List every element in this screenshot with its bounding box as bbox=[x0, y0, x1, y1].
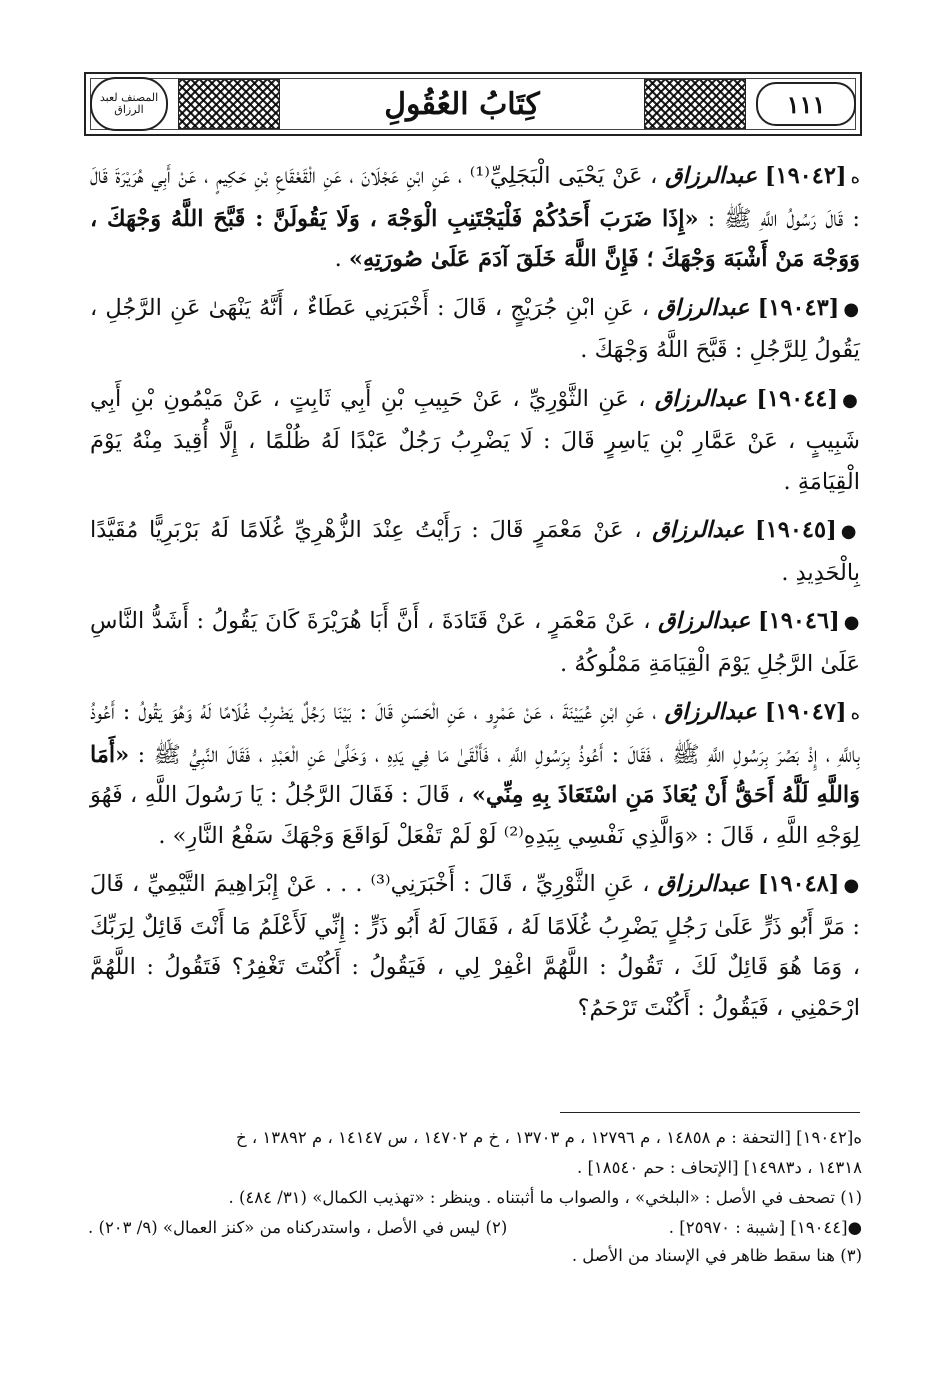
hadith-text: «أَمَا وَاللَّهِ لَلَّهُ أَحَقُّ أَنْ يُعَاذَ مَنِ اسْتَعَاذَ بِهِ مِنِّي» bbox=[90, 741, 860, 808]
entry-marker: ● bbox=[842, 389, 860, 411]
page-header bbox=[84, 72, 862, 136]
footnote-ref: ه[١٩٠٤٢] [التحفة : م ١٤٨٥٨ ، م ١٢٧٩٦ ، م ١٣٧٠٣ ، خ م ١٤٧٠٢ ، س ١٤١٤٧ ، م ١٣٨٩٢ ، خ bbox=[235, 1128, 862, 1147]
entry-number: [١٩٠٤٢] bbox=[764, 163, 847, 189]
entry-number: [١٩٠٤٦] bbox=[758, 608, 840, 634]
entry-author: عبدالرزاق bbox=[658, 608, 751, 634]
hadith-entry bbox=[90, 601, 860, 684]
entry-number: [١٩٠٤٥] bbox=[755, 517, 837, 543]
footnotes bbox=[88, 1124, 862, 1272]
entry-number: [١٩٠٤٧] bbox=[764, 699, 847, 725]
entry-marker: ● bbox=[843, 612, 860, 633]
entry-author: عبدالرزاق bbox=[657, 294, 750, 321]
entry-author: عبدالرزاق bbox=[664, 699, 757, 725]
entry-author: عبدالرزاق bbox=[652, 517, 745, 543]
chapter-title: كِتَابُ العُقُولِ bbox=[384, 86, 540, 122]
entry-text: ، عَنْ مَعْمَرٍ قَالَ : رَأَيْتُ عِنْدَ الزُّهْرِيِّ غُلَامًا لَهُ بَرْبَرِيًّا مُقَيَّدًا بِالْحَدِيدِ . bbox=[90, 517, 860, 586]
entry-number: [١٩٠٤٨] bbox=[757, 871, 840, 897]
footnote-ref: ●[١٩٠٤٤] [شيبة : ٢٥٩٧٠] . bbox=[668, 1218, 862, 1237]
entry-marker: ● bbox=[840, 521, 860, 542]
entry-number: [١٩٠٤٣] bbox=[757, 294, 840, 321]
hadith-entry bbox=[90, 379, 860, 503]
publisher-seal bbox=[90, 77, 168, 131]
footnote-3: (٣) هنا سقط ظاهر في الإسناد من الأصل . bbox=[571, 1246, 862, 1265]
seal-text: المصنف لعبد الرزاق bbox=[99, 91, 159, 116]
entry-text: ، عَنِ الثَّوْرِيِّ ، عَنْ حَبِيبِ بْنِ أَبِي ثَابِتٍ ، عَنْ مَيْمُونِ بْنِ أَبِي شَبِيبٍ ، عَنْ عَمَّارِ بْنِ يَاسِرٍ قَالَ : لَا يَضْرِبُ رَجُلٌ عَبْدًا لَهُ ظُلْمًا ، إِلَّا أُقِيدَ مِنْهُ يَوْمَ الْقِيَامَةِ . bbox=[90, 385, 860, 495]
footnote-ref: ١٤٣١٨ ، د١٤٩٨٣] [الإتحاف : حم ١٨٥٤٠] . bbox=[576, 1158, 862, 1177]
entry-text-after: ، قَالَ : فَقَالَ الرَّجُلُ : يَا رَسُولَ اللَّهِ ، فَهُوَ لِوَجْهِ اللَّهِ ، قَالَ : «وَالَّذِي نَفْسِي بِيَدِهِ⁽²⁾ لَوْ لَمْ تَفْعَلْ لَوَاقَعَ وَجْهَكَ سَفْعُ النَّارِ» . bbox=[90, 782, 860, 849]
entry-author: عبدالرزاق bbox=[665, 163, 758, 189]
ornament-left bbox=[178, 79, 280, 129]
hadith-entry bbox=[90, 864, 860, 1028]
entry-text: ، عَنِ الثَّوْرِيِّ ، قَالَ : أَخْبَرَنِي⁽³⁾ . . . عَنْ إِبْرَاهِيمَ التَّيْمِيِّ ، قَالَ : مَرَّ أَبُو ذَرٍّ عَلَىٰ رَجُلٍ يَضْرِبُ غُلَامًا لَهُ ، فَقَالَ لَهُ أَبُو ذَرٍّ : إِنِّي لَأَعْلَمُ مَا أَنْتَ قَائِلٌ لِرَبِّكَ ، وَمَا هُوَ قَائِلٌ لَكَ ، تَقُولُ : اللَّهُمَّ اغْفِرْ لِي ، فَيَقُولُ : أَكُنْتَ تَغْفِرُ؟ فَتَقُولُ : اللَّهُمَّ ارْحَمْنِي ، فَيَقُولُ : أَكُنْتَ تَرْحَمُ؟ bbox=[90, 871, 860, 1021]
entry-text: ، عَنْ يَحْيَى الْبَجَلِيِّ⁽¹⁾ ، عَنِ ابْنِ عَجْلَانَ ، عَنِ الْقَعْقَاعِ بْنِ حَكِيمٍ ، عَنْ أَبِي هُرَيْرَةَ قَالَ : قَالَ رَسُولُ اللَّهِ ﷺ : bbox=[90, 163, 860, 232]
ornament-right bbox=[644, 79, 746, 129]
hadith-entry bbox=[90, 510, 860, 593]
entry-text: ، عَنْ مَعْمَرٍ ، عَنْ قَتَادَةَ ، أَنَّ أَبَا هُرَيْرَةَ كَانَ يَقُولُ : أَشَدُّ النَّاسِ عَلَىٰ الرَّجُلِ يَوْمَ الْقِيَامَةِ مَمْلُوكُهُ . bbox=[90, 608, 860, 677]
hadith-text: «إِذَا ضَرَبَ أَحَدُكُمْ فَلْيَجْتَنِبِ الْوَجْهَ ، وَلَا يَقُولَنَّ : قَبَّحَ اللَّهُ وَجْهَكَ ، وَوَجْهَ مَنْ أَشْبَهَ وَجْهَكَ ؛ فَإِنَّ اللَّهَ خَلَقَ آدَمَ عَلَىٰ صُورَتِهِ» bbox=[90, 205, 860, 272]
footnote-2: (٢) ليس في الأصل ، واستدركناه من «كنز العمال» (٩/ ٢٠٣) . bbox=[88, 1218, 508, 1237]
footnote-divider bbox=[560, 1112, 860, 1113]
main-text bbox=[90, 156, 860, 1036]
entry-text: ، عَنِ ابْنِ عُيَيْنَةَ ، عَنْ عَمْرٍو ، عَنِ الْحَسَنِ قَالَ : بَيْنَا رَجُلٌ يَضْرِبُ غُلَامًا لَهُ وَهُوَ يَقُولُ : أَعُوذُ بِاللَّهِ ، إِذْ بَصُرَ بِرَسُولِ اللَّهِ ﷺ ، فَقَالَ : أَعُوذُ بِرَسُولِ اللَّهِ ، فَأَلْقَىٰ مَا فِي يَدِهِ ، وَخَلَّىٰ عَنِ الْعَبْدِ ، فَقَالَ النَّبِيُّ ﷺ : bbox=[90, 699, 860, 768]
entry-marker: ● bbox=[843, 875, 860, 896]
entry-marker: ه bbox=[850, 167, 861, 188]
hadith-entry bbox=[90, 692, 860, 856]
entry-author: عبدالرزاق bbox=[657, 871, 750, 897]
entry-marker: ● bbox=[843, 298, 861, 320]
entry-number: [١٩٠٤٤] bbox=[756, 385, 839, 412]
entry-text: ، عَنِ ابْنِ جُرَيْجٍ ، قَالَ : أَخْبَرَنِي عَطَاءٌ ، أَنَّهُ يَنْهَىٰ عَنِ الرَّجُلِ ، يَقُولُ لِلرَّجُلِ : قَبَّحَ اللَّهُ وَجْهَكَ . bbox=[90, 294, 860, 363]
hadith-entry bbox=[90, 156, 860, 280]
page-number: ١١١ bbox=[756, 82, 856, 126]
entry-text-after: . bbox=[334, 246, 349, 272]
footnote-1: (١) تصحف في الأصل : «البلخي» ، والصواب ما أثبتناه . وينظر : «تهذيب الكمال» (٣١/ ٤٨٤) . bbox=[228, 1188, 862, 1207]
footnote-row bbox=[88, 1214, 862, 1242]
entry-author: عبدالرزاق bbox=[654, 385, 747, 412]
hadith-entry bbox=[90, 288, 860, 371]
entry-marker: ه bbox=[850, 703, 861, 724]
